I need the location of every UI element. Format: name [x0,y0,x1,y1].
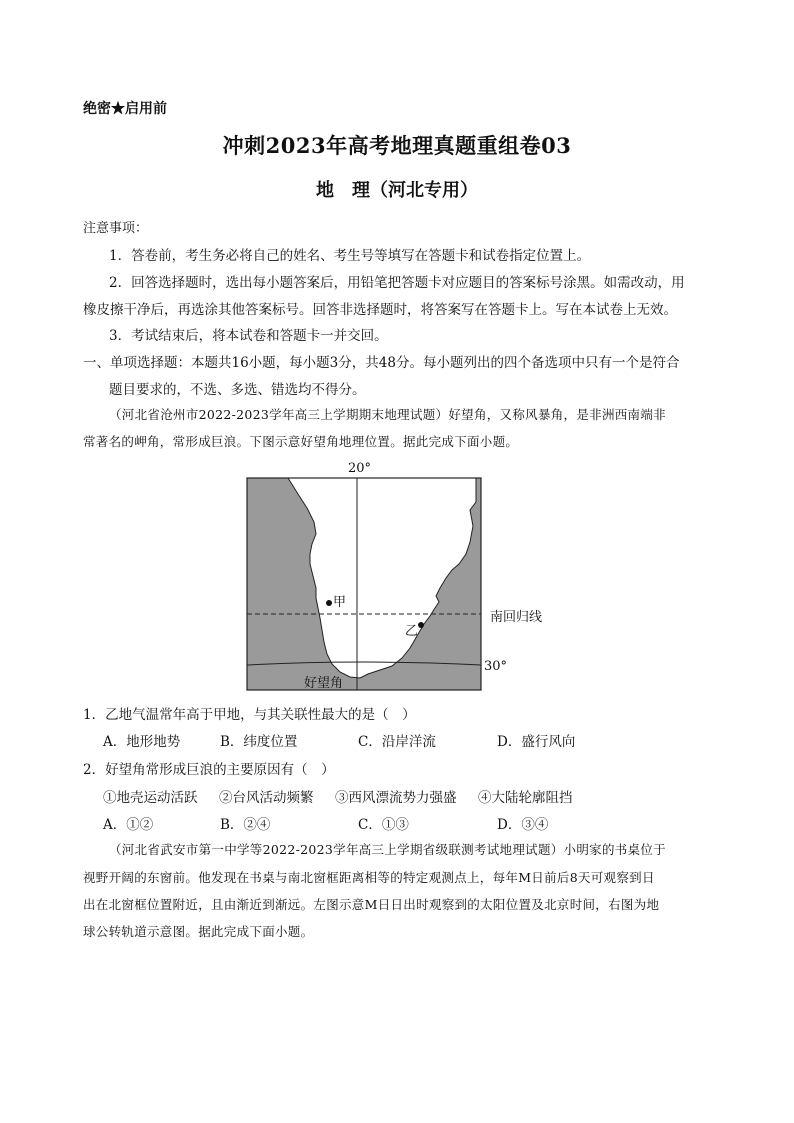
point-yi-label: 乙 [405,624,419,639]
section-heading: 一、单项选择题：本题共16小题，每小题3分，共48分。每小题列出的四个备选项中只有一个是符合 [83,355,680,371]
cape-map [240,458,560,694]
option-a[interactable]: A．地形地势 [103,734,181,750]
note-item: 2．回答选择题时，选出每小题答案后，用铅笔把答题卡对应题目的答案标号涂黑。如需改动，用 [109,275,685,291]
passage-text: 视野开阔的东窗前。他发现在书桌与南北窗框距离相等的特定观测点上，每年M日前后8天可观察到日 [83,870,655,885]
exam-subtitle: 地 理（河北专用） [316,180,478,201]
passage-text: （河北省沧州市2022-2023学年高三上学期期末地理试题）好望角，又称风暴角，是非洲西南端非 [109,407,666,422]
note-item: 橡皮擦干净后，再选涂其他答案标号。回答非选择题时，将答案写在答题卡上。写在本试卷上无效。 [83,302,677,318]
statement: ④大陆轮廓阻挡 [478,790,573,806]
longitude-label: 20° [348,461,372,476]
latitude-label: 30° [484,659,508,674]
statement: ①地壳运动活跃 [103,790,198,806]
question-stem: 2．好望角常形成巨浪的主要原因有（ ） [83,762,335,778]
passage-text: 常著名的岬角，常形成巨浪。下图示意好望角地理位置。据此完成下面小题。 [83,434,519,449]
option-c[interactable]: C．沿岸洋流 [358,734,436,750]
secret-mark: 绝密★启用前 [83,101,167,117]
option-a[interactable]: A．①② [103,817,154,833]
option-b[interactable]: B．②④ [220,817,271,833]
tropic-label: 南回归线 [490,610,543,625]
passage-text: 球公转轨道示意图。据此完成下面小题。 [83,924,314,939]
option-d[interactable]: D．③④ [497,817,549,833]
notes-heading: 注意事项： [83,221,149,236]
statement: ③西风漂流势力强盛 [335,790,457,806]
point-yi [418,622,424,628]
passage-text: 出在北窗框位置附近，且由渐近到渐远。左图示意M日日出时观察到的太阳位置及北京时间，右图为地 [83,897,660,912]
passage-text: （河北省武安市第一中学等2022-2023学年高三上学期省级联测考试地理试题）小明家的书桌位于 [109,842,666,857]
point-jia [326,600,332,606]
point-jia-label: 甲 [333,595,347,610]
question-stem: 1．乙地气温常年高于甲地，与其关联性最大的是（ ） [83,707,416,723]
option-b[interactable]: B．纬度位置 [220,734,298,750]
section-heading: 题目要求的，不选、多选、错选均不得分。 [109,382,366,398]
exam-title: 冲刺2023年高考地理真题重组卷03 [222,133,572,158]
cape-label: 好望角 [304,676,344,691]
option-c[interactable]: C．①③ [358,817,409,833]
statement: ②台风活动频繁 [219,790,314,806]
note-item: 1．答卷前，考生务必将自己的姓名、考生号等填写在答题卡和试卷指定位置上。 [109,248,591,264]
option-d[interactable]: D．盛行风向 [497,734,576,750]
note-item: 3．考试结束后，将本试卷和答题卡一并交回。 [109,328,388,344]
